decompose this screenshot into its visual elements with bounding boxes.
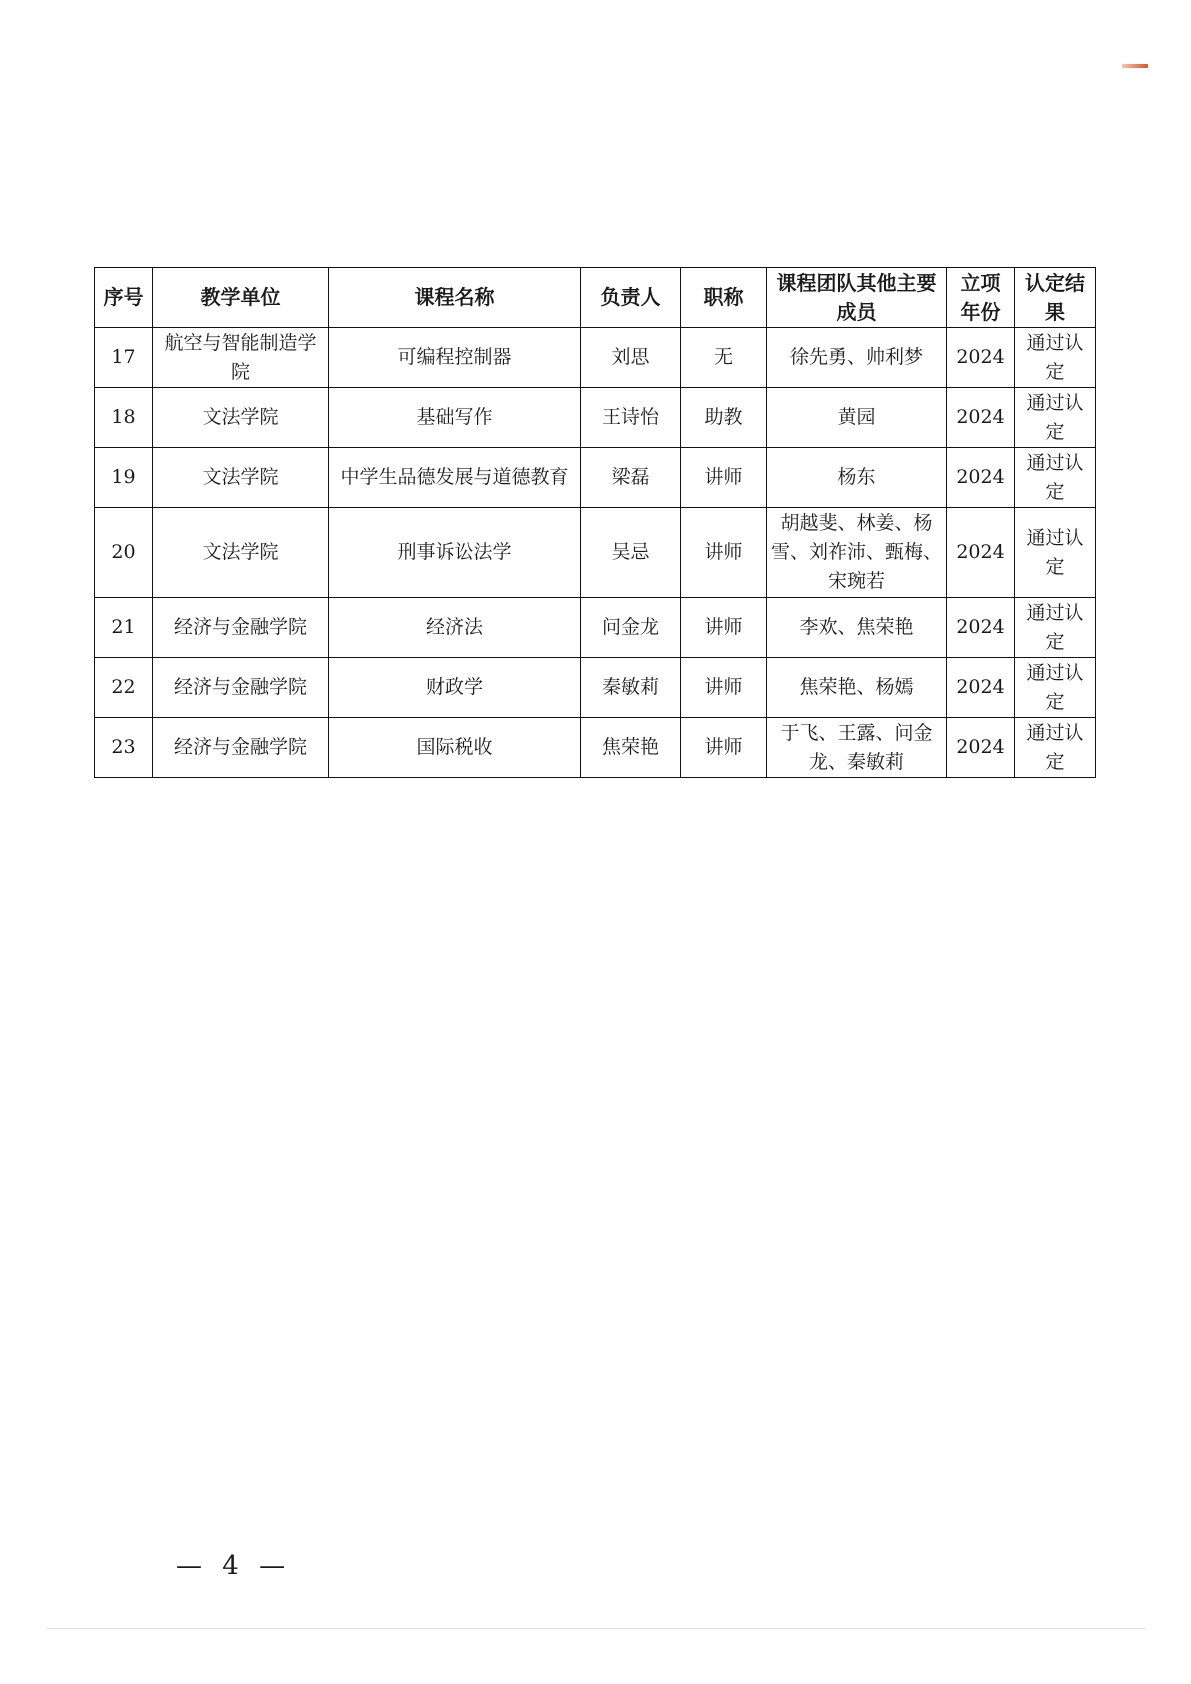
header-title: 职称 bbox=[681, 268, 767, 328]
cell-unit: 经济与金融学院 bbox=[153, 718, 329, 778]
cell-result: 通过认定 bbox=[1015, 658, 1096, 718]
cell-course: 基础写作 bbox=[329, 388, 581, 448]
cell-no: 21 bbox=[95, 598, 153, 658]
cell-no: 23 bbox=[95, 718, 153, 778]
cell-year: 2024 bbox=[947, 658, 1015, 718]
cell-no: 18 bbox=[95, 388, 153, 448]
cell-title: 讲师 bbox=[681, 598, 767, 658]
header-unit: 教学单位 bbox=[153, 268, 329, 328]
cell-year: 2024 bbox=[947, 718, 1015, 778]
cell-no: 20 bbox=[95, 508, 153, 598]
cell-leader: 梁磊 bbox=[581, 448, 681, 508]
cell-result: 通过认定 bbox=[1015, 718, 1096, 778]
scan-mark bbox=[1122, 64, 1148, 68]
cell-members: 黄园 bbox=[767, 388, 947, 448]
cell-leader: 吴忌 bbox=[581, 508, 681, 598]
cell-year: 2024 bbox=[947, 598, 1015, 658]
cell-course: 刑事诉讼法学 bbox=[329, 508, 581, 598]
cell-unit: 文法学院 bbox=[153, 448, 329, 508]
cell-year: 2024 bbox=[947, 328, 1015, 388]
cell-leader: 王诗怡 bbox=[581, 388, 681, 448]
header-no: 序号 bbox=[95, 268, 153, 328]
cell-unit: 文法学院 bbox=[153, 508, 329, 598]
cell-title: 讲师 bbox=[681, 448, 767, 508]
page-number: — 4 — bbox=[176, 1551, 292, 1581]
cell-result: 通过认定 bbox=[1015, 388, 1096, 448]
cell-leader: 秦敏莉 bbox=[581, 658, 681, 718]
footer-divider bbox=[46, 1628, 1146, 1629]
cell-unit: 经济与金融学院 bbox=[153, 658, 329, 718]
cell-course: 中学生品德发展与道德教育 bbox=[329, 448, 581, 508]
cell-unit: 航空与智能制造学院 bbox=[153, 328, 329, 388]
cell-title: 讲师 bbox=[681, 718, 767, 778]
cell-leader: 问金龙 bbox=[581, 598, 681, 658]
cell-leader: 刘思 bbox=[581, 328, 681, 388]
cell-course: 财政学 bbox=[329, 658, 581, 718]
cell-course: 经济法 bbox=[329, 598, 581, 658]
cell-year: 2024 bbox=[947, 508, 1015, 598]
cell-title: 助教 bbox=[681, 388, 767, 448]
cell-no: 22 bbox=[95, 658, 153, 718]
cell-year: 2024 bbox=[947, 388, 1015, 448]
cell-members: 徐先勇、帅利梦 bbox=[767, 328, 947, 388]
header-result: 认定结果 bbox=[1015, 268, 1096, 328]
cell-course: 可编程控制器 bbox=[329, 328, 581, 388]
table-row bbox=[95, 328, 1096, 388]
table-row bbox=[95, 388, 1096, 448]
cell-members: 于飞、王露、问金龙、秦敏莉 bbox=[767, 718, 947, 778]
cell-members: 焦荣艳、杨嫣 bbox=[767, 658, 947, 718]
cell-result: 通过认定 bbox=[1015, 448, 1096, 508]
cell-course: 国际税收 bbox=[329, 718, 581, 778]
cell-unit: 文法学院 bbox=[153, 388, 329, 448]
cell-title: 讲师 bbox=[681, 658, 767, 718]
header-members: 课程团队其他主要成员 bbox=[767, 268, 947, 328]
cell-members: 胡越斐、林姜、杨雪、刘祚沛、甄梅、宋琬若 bbox=[767, 508, 947, 598]
header-leader: 负责人 bbox=[581, 268, 681, 328]
table-row bbox=[95, 598, 1096, 658]
course-table bbox=[94, 267, 1096, 778]
cell-no: 19 bbox=[95, 448, 153, 508]
header-course: 课程名称 bbox=[329, 268, 581, 328]
table-row bbox=[95, 448, 1096, 508]
cell-year: 2024 bbox=[947, 448, 1015, 508]
cell-result: 通过认定 bbox=[1015, 598, 1096, 658]
table-row bbox=[95, 718, 1096, 778]
cell-leader: 焦荣艳 bbox=[581, 718, 681, 778]
cell-members: 李欢、焦荣艳 bbox=[767, 598, 947, 658]
table-row bbox=[95, 658, 1096, 718]
table-row bbox=[95, 508, 1096, 598]
header-year: 立项年份 bbox=[947, 268, 1015, 328]
cell-no: 17 bbox=[95, 328, 153, 388]
cell-result: 通过认定 bbox=[1015, 328, 1096, 388]
cell-members: 杨东 bbox=[767, 448, 947, 508]
cell-title: 无 bbox=[681, 328, 767, 388]
cell-unit: 经济与金融学院 bbox=[153, 598, 329, 658]
cell-title: 讲师 bbox=[681, 508, 767, 598]
cell-result: 通过认定 bbox=[1015, 508, 1096, 598]
table-header-row bbox=[95, 268, 1096, 328]
